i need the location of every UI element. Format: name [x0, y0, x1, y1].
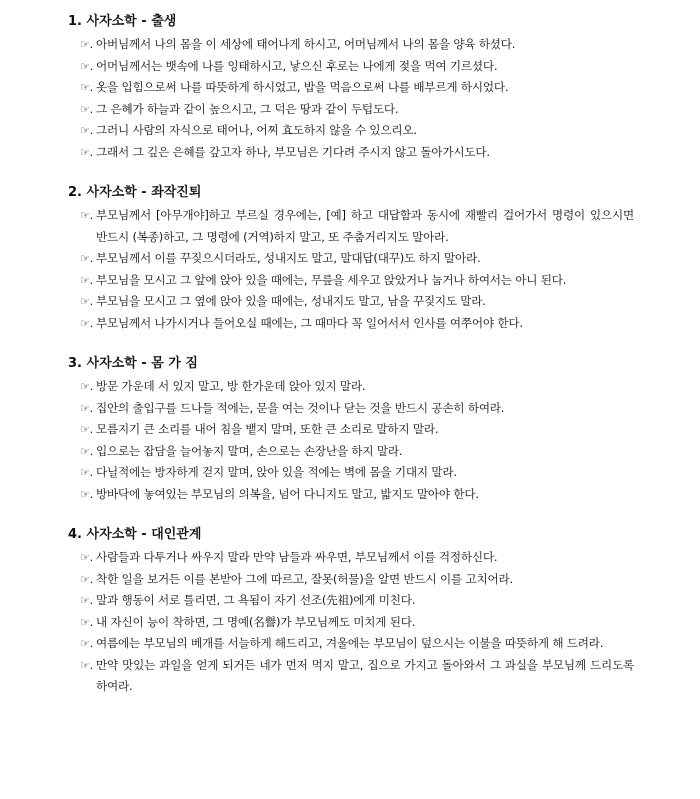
list-item [80, 248, 634, 270]
item-list [68, 376, 634, 505]
item-text: 부모님을 모시고 그 옆에 앉아 있을 때에는, 성내지도 말고, 남을 꾸짖지도 말라. [96, 294, 486, 308]
pointing-hand-bullet-icon: ☞. [80, 615, 93, 629]
pointing-hand-bullet-icon: ☞. [80, 572, 93, 586]
section-1 [68, 12, 634, 163]
list-item [80, 633, 634, 655]
list-item [80, 120, 634, 142]
pointing-hand-bullet-icon: ☞. [80, 658, 93, 672]
item-list [68, 547, 634, 698]
list-item [80, 398, 634, 420]
section-title: 4. 사자소학 - 대인관계 [68, 527, 202, 542]
list-item [80, 655, 634, 698]
pointing-hand-bullet-icon: ☞. [80, 401, 93, 415]
pointing-hand-bullet-icon: ☞. [80, 594, 93, 607]
pointing-hand-bullet-icon: ☞. [80, 423, 93, 436]
pointing-hand-bullet-icon: ☞. [80, 252, 93, 265]
section-title: 2. 사자소학 - 좌작진퇴 [68, 185, 202, 200]
list-item [80, 205, 634, 248]
item-text: 그래서 그 깊은 은혜를 갚고자 하나, 부모님은 기다려 주시지 않고 돌아가시도다. [96, 144, 490, 159]
list-item [80, 547, 634, 569]
list-item [80, 590, 634, 612]
list-item [80, 34, 634, 56]
item-text: 부모님을 모시고 그 앞에 앉아 있을 때에는, 무릎을 세우고 앉았거나 눕거나 하여서는 아니 된다. [96, 272, 567, 287]
item-text: 착한 일을 보거든 이를 본받아 그에 따르고, 잘못(허물)을 알면 반드시 이를 고치어라. [96, 571, 513, 586]
pointing-hand-bullet-icon: ☞. [80, 466, 93, 479]
pointing-hand-bullet-icon: ☞. [80, 59, 93, 73]
section-3 [68, 354, 634, 505]
item-text: 입으로는 잡담을 늘어놓지 말며, 손으로는 손장난을 하지 말라. [96, 443, 403, 458]
pointing-hand-bullet-icon: ☞. [80, 273, 93, 287]
item-text: 그러니 사람의 자식으로 태어나, 어찌 효도하지 않을 수 있으리오. [96, 123, 417, 137]
pointing-hand-bullet-icon: ☞. [80, 316, 93, 330]
list-item [80, 376, 634, 398]
list-item [80, 56, 634, 78]
pointing-hand-bullet-icon: ☞. [80, 444, 93, 458]
item-text: 모름지기 큰 소리를 내어 침을 뱉지 말며, 또한 큰 소리로 말하지 말라. [96, 422, 439, 436]
list-item [80, 270, 634, 292]
item-text: 부모님께서 나가시거나 들어오실 때에는, 그 때마다 꼭 일어서서 인사를 여쭈어야 한다. [96, 315, 523, 330]
item-text: 방바닥에 놓여있는 부모님의 의복을, 넘어 다니지도 말고, 밟지도 말아야 한다. [96, 486, 479, 501]
pointing-hand-bullet-icon: ☞. [80, 487, 93, 501]
pointing-hand-bullet-icon: ☞. [80, 145, 93, 159]
pointing-hand-bullet-icon: ☞. [80, 209, 93, 222]
section-4 [68, 525, 634, 698]
item-text: 사람들과 다투거나 싸우지 말라 만약 남들과 싸우면, 부모님께서 이를 걱정하신다. [96, 550, 498, 564]
section-2 [68, 183, 634, 334]
pointing-hand-bullet-icon: ☞. [80, 295, 93, 308]
pointing-hand-bullet-icon: ☞. [80, 551, 93, 564]
list-item [80, 313, 634, 335]
item-text: 여름에는 부모님의 베개를 서늘하게 해드리고, 겨울에는 부모님이 덮으시는 이불을 따뜻하게 해 드려라. [96, 636, 604, 650]
list-item [80, 569, 634, 591]
item-text: 만약 맛있는 과일을 얻게 되거든 네가 먼저 먹지 말고, 집으로 가지고 돌아와서 그 과실을 부모님께 드리도록 하여라. [96, 657, 634, 693]
list-item [80, 291, 634, 313]
list-item [80, 419, 634, 441]
list-item [80, 77, 634, 99]
pointing-hand-bullet-icon: ☞. [80, 102, 93, 116]
item-text: 방문 가운데 서 있지 말고, 방 한가운데 앉아 있지 말라. [96, 379, 366, 393]
item-text: 그 은혜가 하늘과 같이 높으시고, 그 덕은 땅과 같이 두텁도다. [96, 101, 399, 116]
item-text: 부모님께서 이를 꾸짖으시더라도, 성내지도 말고, 말대답(대꾸)도 하지 말아라. [96, 251, 481, 265]
item-list [68, 205, 634, 334]
list-item [80, 484, 634, 506]
item-text: 아버님께서 나의 몸을 이 세상에 태어나게 하시고, 어머님께서 나의 몸을 양육 하셨다. [96, 37, 516, 51]
pointing-hand-bullet-icon: ☞. [80, 38, 93, 51]
list-item [80, 462, 634, 484]
item-text: 말과 행동이 서로 틀리면, 그 욕됨이 자기 선조(先祖)에게 미친다. [96, 593, 416, 607]
pointing-hand-bullet-icon: ☞. [80, 637, 93, 650]
item-text: 옷을 입힘으로써 나를 따뜻하게 하시었고, 밥을 먹음으로써 나를 배부르게 하시었다. [96, 80, 509, 94]
item-text: 집안의 출입구를 드나들 적에는, 문을 여는 것이나 닫는 것을 반드시 공손히 하여라. [96, 400, 505, 415]
pointing-hand-bullet-icon: ☞. [80, 81, 93, 94]
list-item [80, 612, 634, 634]
section-title: 1. 사자소학 - 출생 [68, 14, 177, 29]
sections-container [68, 12, 634, 698]
list-item [80, 142, 634, 164]
list-item [80, 441, 634, 463]
pointing-hand-bullet-icon: ☞. [80, 124, 93, 137]
item-text: 내 자신이 능이 착하면, 그 명예(名譽)가 부모님께도 미치게 된다. [96, 614, 416, 629]
section-title: 3. 사자소학 - 몸 가 짐 [68, 356, 198, 371]
item-text: 어머님께서는 뱃속에 나를 잉태하시고, 낳으신 후로는 나에게 젖을 먹여 기르셨다. [96, 58, 498, 73]
item-text: 부모님께서 [아무개야]하고 부르실 경우에는, [예] 하고 대답함과 동시에 재빨리 걸어가서 명령이 있으시면 반드시 (복종)하고, 그 명령에 (거역)하지 말고, 또 주춤거리지도 말아라. [96, 208, 634, 244]
item-text: 다닐적에는 방자하게 걷지 말며, 앉아 있을 적에는 벽에 몸을 기대지 말라. [96, 465, 457, 479]
item-list [68, 34, 634, 163]
pointing-hand-bullet-icon: ☞. [80, 380, 93, 393]
list-item [80, 99, 634, 121]
